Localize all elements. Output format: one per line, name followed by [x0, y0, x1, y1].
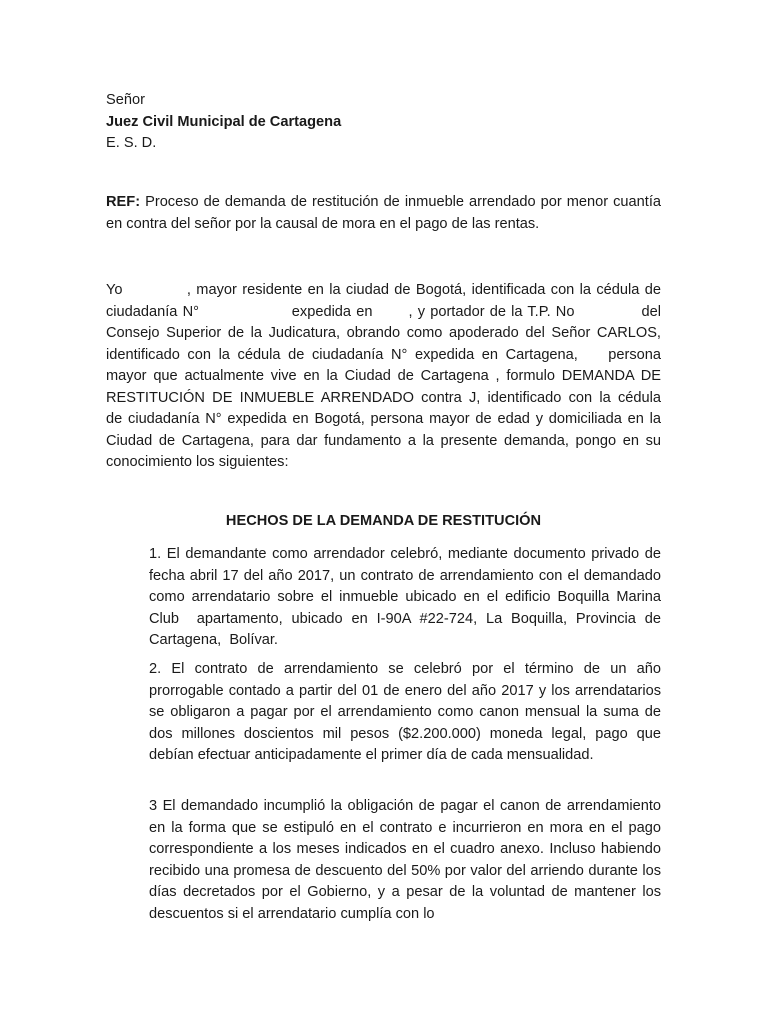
- intro-paragraph: [106, 280, 661, 474]
- section-title: HECHOS DE LA DEMANDA DE RESTITUCIÓN: [225, 513, 542, 529]
- intro-line: Ciudad de Cartagena, para dar fundamento a la presente demanda, pongo en su: [106, 432, 661, 449]
- intro-line: ciudadanía N° expedida en , y portador de la T.P. No del: [106, 303, 661, 320]
- fact-item-3: 3 El demandado incumplió la obligación de pagar el canon de arrendamiento en la forma que se estipuló en el contrato e incurrieron en mora en el pago correspondiente a los meses indicados en el cuadro anexo. Incluso habiendo recibido una promesa de descuento del 50% por valor del arriendo durante los días decretados por el Gobierno, y a pesar de la voluntad de mantener los descuentos si el arrendatario cumplía con lo: [149, 798, 661, 922]
- intro-line: de ciudadanía N° expedida en Bogotá, persona mayor de edad y domiciliada en la: [106, 411, 661, 427]
- esd-line: E. S. D.: [106, 135, 157, 151]
- intro-line: Consejo Superior de la Judicatura, obrando como apoderado del Señor CARLOS,: [106, 325, 661, 341]
- intro-line: Yo , mayor residente en la ciudad de Bogotá, identificada con la cédula de: [106, 282, 661, 298]
- intro-line: RESTITUCIÓN DE INMUEBLE ARRENDADO contra J, identificado con la cédula: [106, 389, 661, 406]
- ref-paragraph: [106, 192, 661, 235]
- intro-line: conocimiento los siguientes:: [106, 454, 289, 470]
- addressee: Juez Civil Municipal de Cartagena: [106, 113, 342, 130]
- addressee-block: [106, 90, 661, 155]
- ref-label: REF:: [106, 194, 141, 210]
- fact-item-2: 2. El contrato de arrendamiento se celebró por el término de un año prorrogable contado a partir del 01 de enero del año 2017 y los arrendatarios se obligaron a pagar por el arrendamiento como canon mensual la suma de dos millones doscientos mil pesos ($2.200.000) moneda legal, pago que debían efectuar anticipadamente el primer día de cada mensualidad.: [149, 661, 661, 763]
- salutation: Señor: [106, 92, 145, 108]
- fact-item-1: 1. El demandante como arrendador celebró, mediante documento privado de fecha abril 17 del año 2017, un contrato de arrendamiento con el demandado como arrendatario sobre el inmueble ubicado en el edificio Boquilla Marina Club apartamento, ubicado en I-90A #22-724, La Boquilla, Provincia de Cartagena, Bolívar.: [149, 546, 661, 648]
- ref-text: Proceso de demanda de restitución de inmueble arrendado por menor cuantía en contra del señor por la causal de mora en el pago de las rentas.: [106, 194, 661, 232]
- intro-line: mayor que actualmente vive en la Ciudad de Cartagena , formulo DEMANDA DE: [106, 368, 661, 384]
- intro-line: identificado con la cédula de ciudadanía N° expedida en Cartagena, persona: [106, 346, 661, 363]
